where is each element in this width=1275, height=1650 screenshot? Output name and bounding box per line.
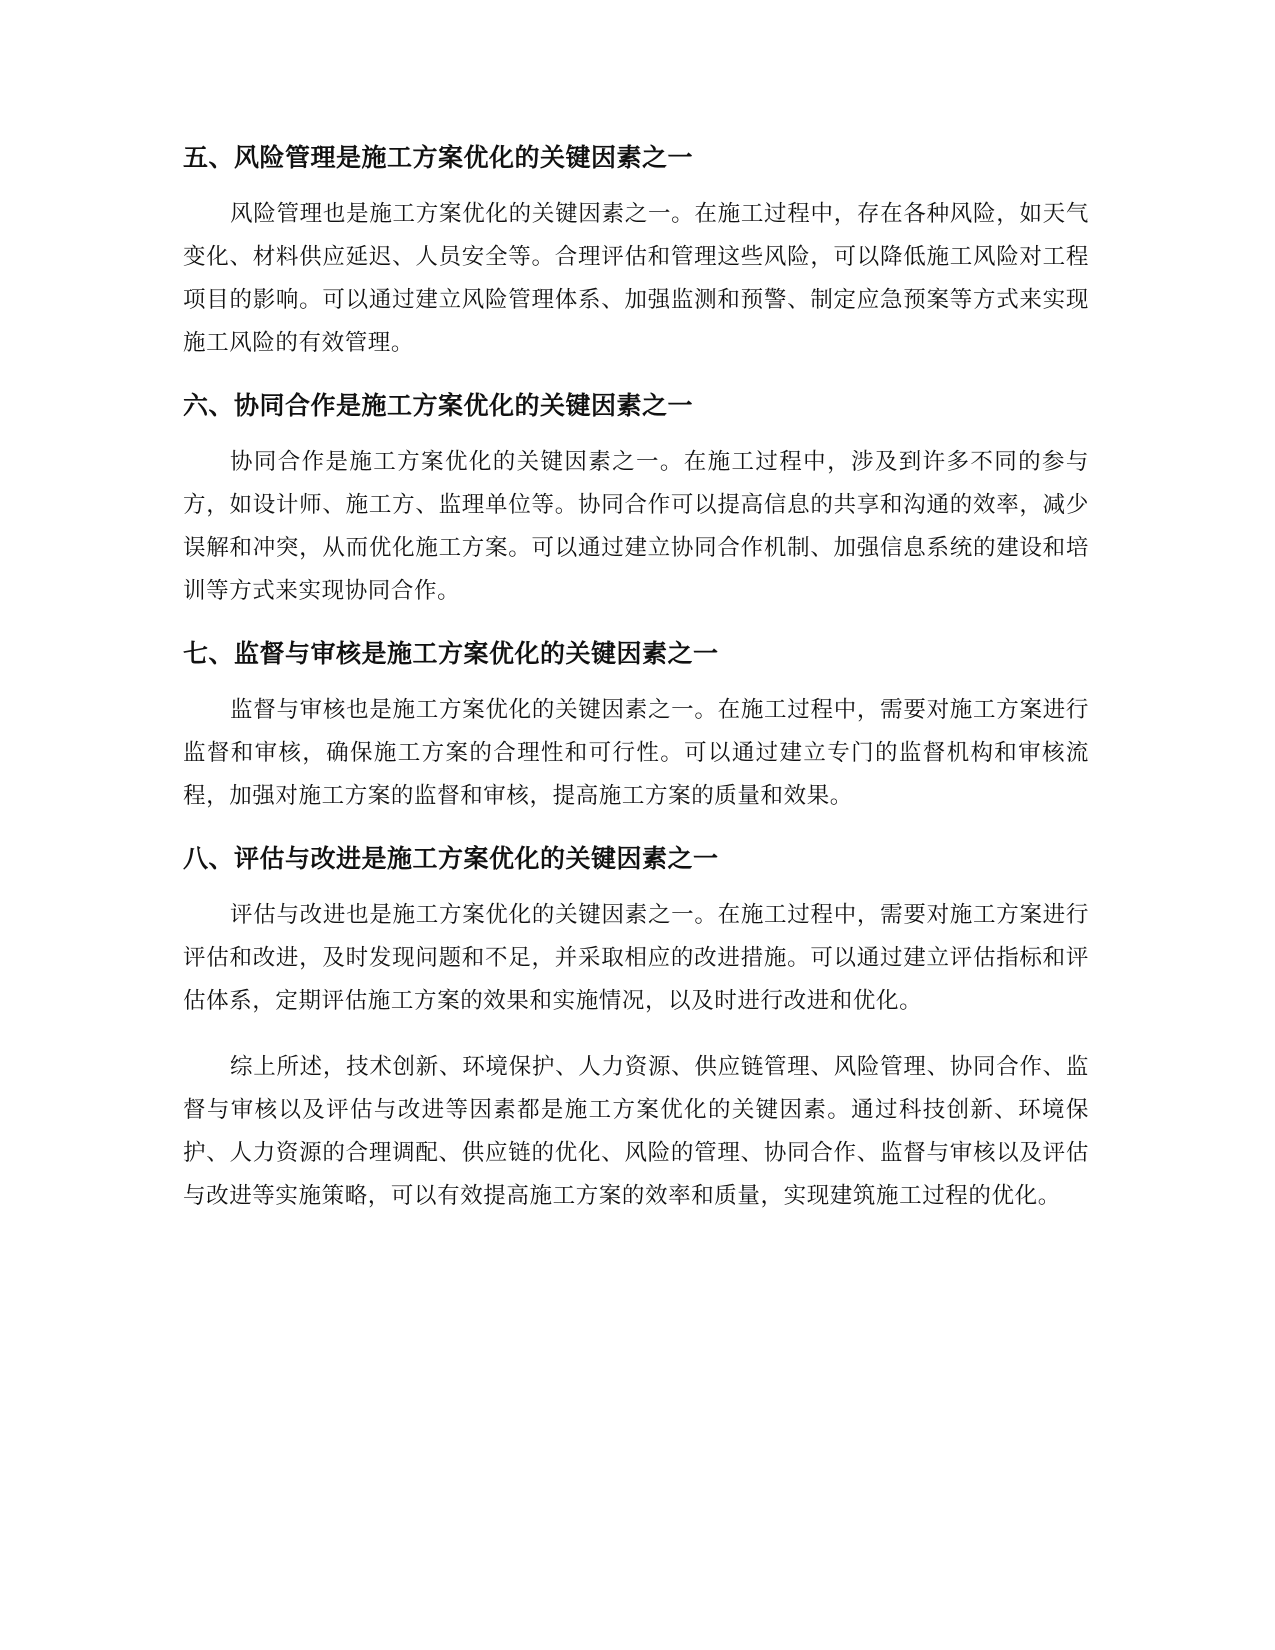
section-paragraph-7: 监督与审核也是施工方案优化的关键因素之一。在施工过程中，需要对施工方案进行监督和审核，确保施工方案的合理性和可行性。可以通过建立专门的监督机构和审核流程，加强对施工方案的监督和审核，提高施工方案的质量和效果。 (183, 697, 1089, 809)
section-heading-6: 六、协同合作是施工方案优化的关键因素之一 (183, 391, 694, 420)
conclusion-paragraph: 综上所述，技术创新、环境保护、人力资源、供应链管理、风险管理、协同合作、监督与审核以及评估与改进等因素都是施工方案优化的关键因素。通过科技创新、环境保护、人力资源的合理调配、供应链的优化、风险的管理、协同合作、监督与审核以及评估与改进等实施策略，可以有效提高施工方案的效率和质量，实现建筑施工过程的优化。 (183, 1054, 1089, 1209)
section-heading-8: 八、评估与改进是施工方案优化的关键因素之一 (183, 844, 719, 873)
section-heading-7: 七、监督与审核是施工方案优化的关键因素之一 (183, 639, 719, 668)
section-heading-5: 五、风险管理是施工方案优化的关键因素之一 (183, 143, 694, 172)
section-paragraph-5: 风险管理也是施工方案优化的关键因素之一。在施工过程中，存在各种风险，如天气变化、材料供应延迟、人员安全等。合理评估和管理这些风险，可以降低施工风险对工程项目的影响。可以通过建立风险管理体系、加强监测和预警、制定应急预案等方式来实现施工风险的有效管理。 (183, 201, 1089, 356)
section-paragraph-8: 评估与改进也是施工方案优化的关键因素之一。在施工过程中，需要对施工方案进行评估和改进，及时发现问题和不足，并采取相应的改进措施。可以通过建立评估指标和评估体系，定期评估施工方案的效果和实施情况，以及时进行改进和优化。 (183, 902, 1089, 1014)
section-paragraph-6: 协同合作是施工方案优化的关键因素之一。在施工过程中，涉及到许多不同的参与方，如设计师、施工方、监理单位等。协同合作可以提高信息的共享和沟通的效率，减少误解和冲突，从而优化施工方案。可以通过建立协同合作机制、加强信息系统的建设和培训等方式来实现协同合作。 (183, 449, 1089, 604)
document-body (183, 140, 1089, 1241)
